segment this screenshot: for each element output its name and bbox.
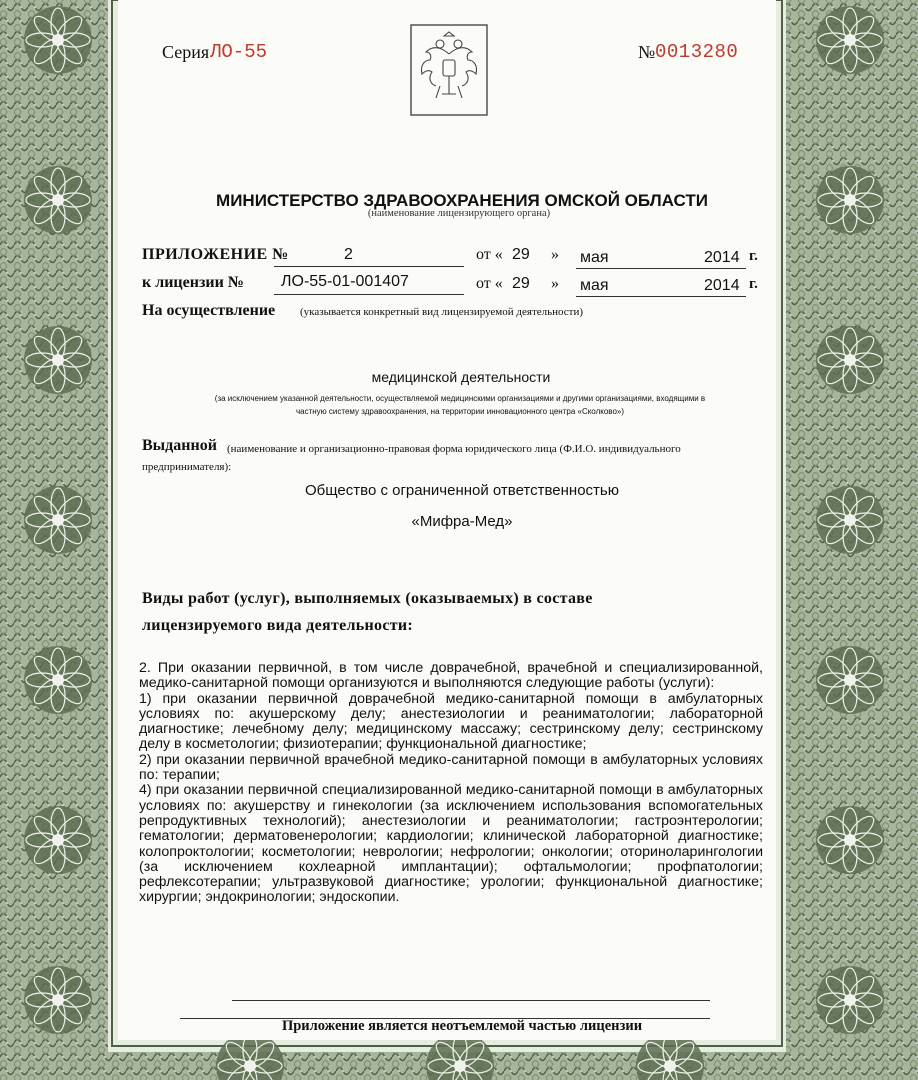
series-value: ЛО-55 — [210, 41, 268, 63]
works-paragraph: 2) при оказании первичной врачебной медико-санитарной помощи в амбулаторных условиях по: терапии; — [139, 751, 763, 784]
works-paragraph: 1) при оказании первичной доврачебной медико-санитарной помощи в амбулаторных условиях по: акушерскому делу; анестезиологии и реаниматологии; лабораторной диагностике; лечебному делу; медицинскому массажу; сестринскому делу; сестринскому делу в косметологии; физиотерапии; функциональной диагностике; — [139, 690, 763, 753]
appendix-day: 29 — [512, 246, 530, 263]
authority-caption: (наименование лицензирующего органа) — [367, 208, 551, 219]
license-from: от « — [476, 275, 503, 292]
activity-value: медицинской деятельности — [371, 369, 551, 385]
appendix-label: ПРИЛОЖЕНИЕ № — [142, 246, 289, 263]
rosette-ornament — [816, 6, 884, 74]
number-label: № — [638, 42, 656, 62]
activity-label: На осуществление — [142, 302, 276, 319]
number-value: 0013280 — [655, 41, 739, 63]
rosette-ornament — [24, 6, 92, 74]
double-headed-eagle-emblem — [410, 24, 488, 116]
appendix-number: 2 — [344, 246, 353, 263]
organization-name-line2: «Мифра-Мед» — [411, 513, 513, 530]
license-label: к лицензии № — [142, 274, 244, 291]
rosette-ornament — [816, 646, 884, 714]
license-year: 2014 — [704, 277, 740, 294]
issued-hint-line2: предпринимателя): — [142, 461, 232, 473]
issued-hint-line1: (наименование и организационно-правовая форма юридического лица (Ф.И.О. индивидуального — [227, 443, 681, 455]
footer-note: Приложение является неотъемлемой частью лицензии — [281, 1018, 643, 1034]
appendix-from: от « — [476, 246, 503, 263]
organization-name-line1: Общество с ограниченной ответственностью — [305, 482, 619, 499]
license-day: 29 — [512, 275, 530, 292]
activity-note-line1: (за исключением указанной деятельности, осуществляемой медицинскими организациями и другими организациями, входящими в — [214, 394, 706, 403]
issued-label: Выданной — [142, 437, 217, 454]
activity-hint: (указывается конкретный вид лицензируемой деятельности) — [300, 306, 584, 318]
license-number: ЛО-55-01-001407 — [281, 273, 409, 290]
works-list — [139, 661, 763, 906]
appendix-month: мая — [580, 249, 609, 266]
series-label: Серия — [162, 42, 210, 62]
rosette-ornament — [24, 646, 92, 714]
appendix-year-suffix: г. — [749, 248, 758, 264]
license-month: мая — [580, 277, 609, 294]
works-paragraph: 4) при оказании первичной специализированной медико-санитарной помощи в амбулаторных условиях по: акушерству и гинекологии (за исключением использования вспомогательных репродуктивных технологий); анестезиологии и реаниматологии; гастроэнтерологии; гематологии; дерматовенерологии; кардиологии; клинической лабораторной диагностике; колопроктологии; косметологии; неврологии; нефрологии; онкологии; оториноларингологии (за исключением кохлеарной имплантации); офтальмологии; профпатологии; рефлексотерапии; ультразвуковой диагностике; урологии; функциональной диагностике; хирургии; эндокринологии; эндоскопии. — [139, 782, 763, 906]
license-year-suffix: г. — [749, 276, 758, 292]
works-heading-line2: лицензируемого вида деятельности: — [142, 617, 414, 634]
rosette-ornament — [24, 806, 92, 874]
authority-name: МИНИСТЕРСТВО ЗДРАВООХРАНЕНИЯ ОМСКОЙ ОБЛАСТИ — [216, 191, 708, 210]
works-heading-line1: Виды работ (услуг), выполняемых (оказываемых) в составе — [142, 590, 593, 607]
appendix-close-quote: » — [551, 246, 559, 263]
works-paragraph: 2. При оказании первичной, в том числе доврачебной, врачебной и специализированной, медико-санитарной помощи организуются и выполняются следующие работы (услуги): — [139, 660, 763, 692]
rosette-ornament — [816, 806, 884, 874]
activity-note-line2: частную систему здравоохранения, на территории инновационного центра «Сколково») — [295, 407, 625, 416]
appendix-year: 2014 — [704, 249, 740, 266]
license-close-quote: » — [551, 275, 559, 292]
